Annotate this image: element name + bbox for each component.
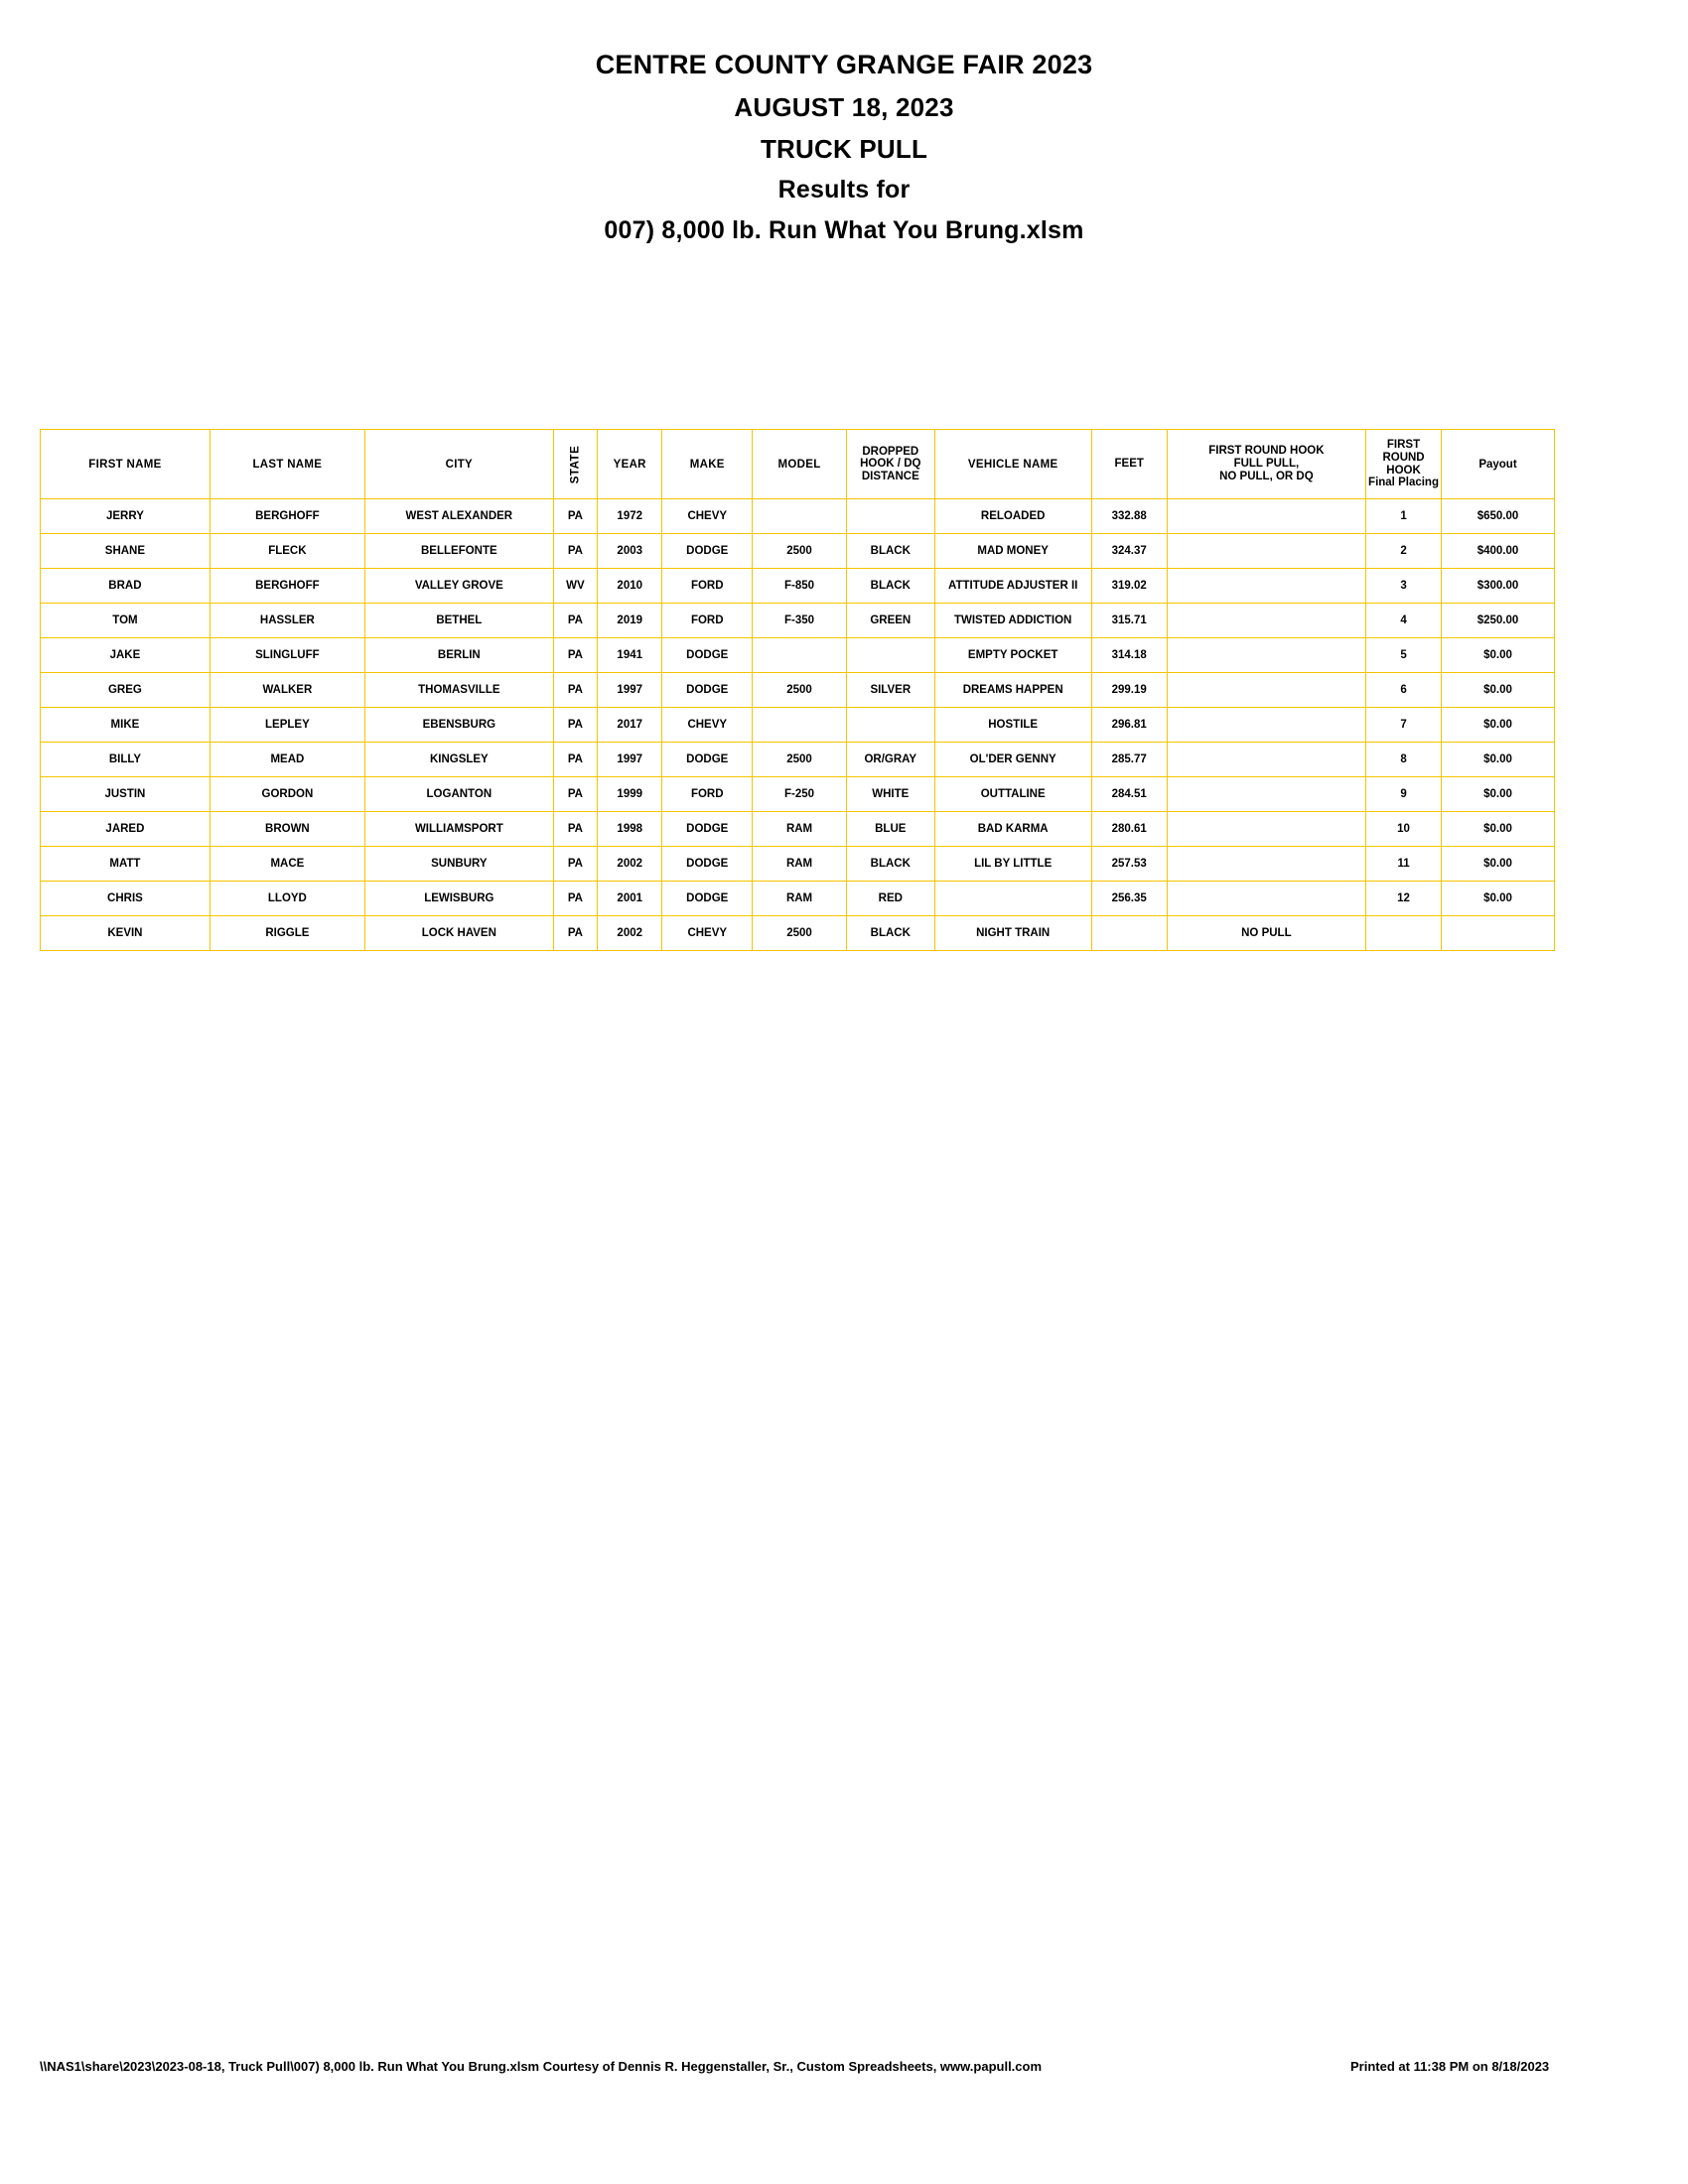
cell-first-round-hook bbox=[1167, 499, 1365, 534]
cell-make: DODGE bbox=[662, 638, 753, 673]
table-head bbox=[41, 430, 1555, 499]
cell-feet: 256.35 bbox=[1091, 882, 1167, 916]
cell-first-name: GREG bbox=[41, 673, 211, 708]
cell-vehicle-name: LIL BY LITTLE bbox=[934, 847, 1091, 882]
cell-first-round-hook bbox=[1167, 882, 1365, 916]
table-header-row bbox=[41, 430, 1555, 499]
cell-first-round-hook bbox=[1167, 812, 1365, 847]
cell-dropped-hook: OR/GRAY bbox=[847, 743, 935, 777]
cell-final-placing: 5 bbox=[1366, 638, 1442, 673]
cell-vehicle-name: EMPTY POCKET bbox=[934, 638, 1091, 673]
cell-city: LOGANTON bbox=[364, 777, 553, 812]
table-row bbox=[41, 569, 1555, 604]
cell-make: DODGE bbox=[662, 673, 753, 708]
cell-first-round-hook: NO PULL bbox=[1167, 916, 1365, 951]
cell-final-placing: 2 bbox=[1366, 534, 1442, 569]
placing-line-2: HOOK bbox=[1386, 464, 1421, 477]
cell-city: LEWISBURG bbox=[364, 882, 553, 916]
cell-first-round-hook bbox=[1167, 777, 1365, 812]
column-header-state-label: STATE bbox=[569, 445, 582, 483]
cell-model: F-350 bbox=[753, 604, 847, 638]
table-row bbox=[41, 708, 1555, 743]
cell-year: 1999 bbox=[598, 777, 662, 812]
cell-year: 2001 bbox=[598, 882, 662, 916]
cell-city: EBENSBURG bbox=[364, 708, 553, 743]
cell-payout: $300.00 bbox=[1441, 569, 1554, 604]
cell-payout: $0.00 bbox=[1441, 673, 1554, 708]
cell-vehicle-name: MAD MONEY bbox=[934, 534, 1091, 569]
cell-make: DODGE bbox=[662, 534, 753, 569]
column-header-city: CITY bbox=[364, 430, 553, 499]
table-row bbox=[41, 604, 1555, 638]
first-round-line-1: FIRST ROUND HOOK bbox=[1208, 444, 1325, 457]
cell-first-round-hook bbox=[1167, 534, 1365, 569]
cell-payout: $0.00 bbox=[1441, 638, 1554, 673]
cell-first-name: CHRIS bbox=[41, 882, 211, 916]
first-round-line-3: NO PULL, OR DQ bbox=[1219, 471, 1314, 483]
cell-vehicle-name: BAD KARMA bbox=[934, 812, 1091, 847]
cell-make: FORD bbox=[662, 777, 753, 812]
cell-first-round-hook bbox=[1167, 638, 1365, 673]
column-header-model: MODEL bbox=[753, 430, 847, 499]
cell-last-name: RIGGLE bbox=[210, 916, 364, 951]
table-row bbox=[41, 812, 1555, 847]
cell-model: F-250 bbox=[753, 777, 847, 812]
column-header-dropped-hook bbox=[847, 430, 935, 499]
cell-model: 2500 bbox=[753, 916, 847, 951]
cell-first-name: JAKE bbox=[41, 638, 211, 673]
cell-dropped-hook: RED bbox=[847, 882, 935, 916]
cell-model bbox=[753, 499, 847, 534]
cell-feet: 332.88 bbox=[1091, 499, 1167, 534]
cell-year: 1997 bbox=[598, 673, 662, 708]
table-row bbox=[41, 916, 1555, 951]
cell-last-name: SLINGLUFF bbox=[210, 638, 364, 673]
cell-state: PA bbox=[553, 847, 597, 882]
header-line-2: AUGUST 18, 2023 bbox=[734, 92, 954, 122]
first-round-line-2: FULL PULL, bbox=[1233, 457, 1300, 470]
cell-first-round-hook bbox=[1167, 673, 1365, 708]
cell-first-round-hook bbox=[1167, 569, 1365, 604]
table-row bbox=[41, 777, 1555, 812]
cell-vehicle-name bbox=[934, 882, 1091, 916]
cell-last-name: MEAD bbox=[210, 743, 364, 777]
cell-state: PA bbox=[553, 534, 597, 569]
cell-make: CHEVY bbox=[662, 708, 753, 743]
cell-first-round-hook bbox=[1167, 604, 1365, 638]
cell-make: CHEVY bbox=[662, 916, 753, 951]
cell-final-placing bbox=[1366, 916, 1442, 951]
cell-payout: $0.00 bbox=[1441, 847, 1554, 882]
cell-final-placing: 7 bbox=[1366, 708, 1442, 743]
cell-state: PA bbox=[553, 638, 597, 673]
cell-feet: 280.61 bbox=[1091, 812, 1167, 847]
cell-year: 2002 bbox=[598, 916, 662, 951]
dropped-line-3: DISTANCE bbox=[861, 470, 919, 482]
cell-vehicle-name: OUTTALINE bbox=[934, 777, 1091, 812]
dropped-line-1: DROPPED bbox=[862, 445, 919, 458]
cell-feet: 284.51 bbox=[1091, 777, 1167, 812]
cell-city: WILLIAMSPORT bbox=[364, 812, 553, 847]
cell-city: BETHEL bbox=[364, 604, 553, 638]
cell-vehicle-name: HOSTILE bbox=[934, 708, 1091, 743]
placing-line-1: FIRST ROUND bbox=[1382, 439, 1425, 464]
results-table bbox=[40, 429, 1555, 951]
cell-model: 2500 bbox=[753, 673, 847, 708]
cell-state: PA bbox=[553, 743, 597, 777]
cell-final-placing: 12 bbox=[1366, 882, 1442, 916]
cell-last-name: HASSLER bbox=[210, 604, 364, 638]
cell-feet bbox=[1091, 916, 1167, 951]
cell-year: 2017 bbox=[598, 708, 662, 743]
cell-first-round-hook bbox=[1167, 743, 1365, 777]
cell-feet: 296.81 bbox=[1091, 708, 1167, 743]
column-header-state bbox=[553, 430, 597, 499]
cell-dropped-hook bbox=[847, 499, 935, 534]
cell-final-placing: 10 bbox=[1366, 812, 1442, 847]
cell-make: DODGE bbox=[662, 847, 753, 882]
header-line-1: CENTRE COUNTY GRANGE FAIR 2023 bbox=[595, 50, 1093, 79]
cell-feet: 299.19 bbox=[1091, 673, 1167, 708]
cell-make: FORD bbox=[662, 604, 753, 638]
table-row bbox=[41, 673, 1555, 708]
cell-model bbox=[753, 708, 847, 743]
cell-model: RAM bbox=[753, 812, 847, 847]
cell-last-name: BERGHOFF bbox=[210, 569, 364, 604]
header-line-3: TRUCK PULL bbox=[760, 134, 928, 164]
cell-year: 1941 bbox=[598, 638, 662, 673]
cell-make: DODGE bbox=[662, 812, 753, 847]
cell-final-placing: 6 bbox=[1366, 673, 1442, 708]
cell-final-placing: 3 bbox=[1366, 569, 1442, 604]
cell-feet: 319.02 bbox=[1091, 569, 1167, 604]
cell-first-name: TOM bbox=[41, 604, 211, 638]
cell-state: WV bbox=[553, 569, 597, 604]
cell-dropped-hook: GREEN bbox=[847, 604, 935, 638]
cell-model: 2500 bbox=[753, 743, 847, 777]
cell-make: CHEVY bbox=[662, 499, 753, 534]
cell-last-name: BROWN bbox=[210, 812, 364, 847]
cell-state: PA bbox=[553, 499, 597, 534]
cell-payout: $0.00 bbox=[1441, 777, 1554, 812]
cell-make: DODGE bbox=[662, 743, 753, 777]
cell-year: 2002 bbox=[598, 847, 662, 882]
cell-first-name: KEVIN bbox=[41, 916, 211, 951]
cell-city: SUNBURY bbox=[364, 847, 553, 882]
cell-year: 1972 bbox=[598, 499, 662, 534]
cell-payout: $400.00 bbox=[1441, 534, 1554, 569]
table-row bbox=[41, 534, 1555, 569]
cell-state: PA bbox=[553, 673, 597, 708]
cell-first-round-hook bbox=[1167, 708, 1365, 743]
column-header-feet: FEET bbox=[1091, 430, 1167, 499]
cell-state: PA bbox=[553, 882, 597, 916]
cell-first-round-hook bbox=[1167, 847, 1365, 882]
cell-last-name: WALKER bbox=[210, 673, 364, 708]
cell-first-name: SHANE bbox=[41, 534, 211, 569]
cell-city: WEST ALEXANDER bbox=[364, 499, 553, 534]
footer-path: \\NAS1\share\2023\2023-08-18, Truck Pull\007) 8,000 lb. Run What You Brung.xlsm Courtesy of Dennis R. Heggenstaller, Sr., Custom Spreadsheets, www.papull.com bbox=[40, 2059, 1043, 2074]
cell-first-name: BILLY bbox=[41, 743, 211, 777]
cell-first-name: JUSTIN bbox=[41, 777, 211, 812]
column-header-final-placing bbox=[1366, 430, 1442, 499]
cell-state: PA bbox=[553, 916, 597, 951]
cell-vehicle-name: RELOADED bbox=[934, 499, 1091, 534]
cell-dropped-hook: BLUE bbox=[847, 812, 935, 847]
column-header-year: YEAR bbox=[598, 430, 662, 499]
cell-year: 2019 bbox=[598, 604, 662, 638]
cell-last-name: LLOYD bbox=[210, 882, 364, 916]
table-row bbox=[41, 638, 1555, 673]
column-header-make: MAKE bbox=[662, 430, 753, 499]
document-header bbox=[0, 0, 1688, 243]
cell-state: PA bbox=[553, 777, 597, 812]
cell-dropped-hook bbox=[847, 638, 935, 673]
cell-vehicle-name: DREAMS HAPPEN bbox=[934, 673, 1091, 708]
cell-dropped-hook: BLACK bbox=[847, 847, 935, 882]
cell-final-placing: 9 bbox=[1366, 777, 1442, 812]
cell-last-name: FLECK bbox=[210, 534, 364, 569]
results-table-wrapper bbox=[40, 429, 1555, 951]
dropped-line-2: HOOK / DQ bbox=[860, 458, 921, 471]
cell-payout: $0.00 bbox=[1441, 882, 1554, 916]
placing-line-3: Final Placing bbox=[1368, 477, 1439, 489]
cell-dropped-hook: BLACK bbox=[847, 569, 935, 604]
document-footer bbox=[40, 2057, 1648, 2077]
table-row bbox=[41, 882, 1555, 916]
column-header-last-name: LAST NAME bbox=[210, 430, 364, 499]
column-header-payout: Payout bbox=[1441, 430, 1554, 499]
cell-first-name: JARED bbox=[41, 812, 211, 847]
cell-state: PA bbox=[553, 604, 597, 638]
cell-city: THOMASVILLE bbox=[364, 673, 553, 708]
cell-final-placing: 4 bbox=[1366, 604, 1442, 638]
cell-final-placing: 8 bbox=[1366, 743, 1442, 777]
cell-vehicle-name: OL'DER GENNY bbox=[934, 743, 1091, 777]
cell-city: BERLIN bbox=[364, 638, 553, 673]
cell-state: PA bbox=[553, 812, 597, 847]
cell-dropped-hook: SILVER bbox=[847, 673, 935, 708]
cell-vehicle-name: TWISTED ADDICTION bbox=[934, 604, 1091, 638]
table-row bbox=[41, 847, 1555, 882]
cell-year: 2010 bbox=[598, 569, 662, 604]
cell-payout: $650.00 bbox=[1441, 499, 1554, 534]
cell-make: FORD bbox=[662, 569, 753, 604]
footer-printed: Printed at 11:38 PM on 8/18/2023 bbox=[1350, 2059, 1550, 2074]
cell-state: PA bbox=[553, 708, 597, 743]
column-header-first-round-hook bbox=[1167, 430, 1365, 499]
cell-city: LOCK HAVEN bbox=[364, 916, 553, 951]
cell-payout: $0.00 bbox=[1441, 812, 1554, 847]
cell-year: 1998 bbox=[598, 812, 662, 847]
cell-feet: 314.18 bbox=[1091, 638, 1167, 673]
cell-city: KINGSLEY bbox=[364, 743, 553, 777]
cell-first-name: JERRY bbox=[41, 499, 211, 534]
cell-feet: 285.77 bbox=[1091, 743, 1167, 777]
table-body bbox=[41, 499, 1555, 951]
cell-first-name: MATT bbox=[41, 847, 211, 882]
cell-make: DODGE bbox=[662, 882, 753, 916]
cell-city: BELLEFONTE bbox=[364, 534, 553, 569]
cell-first-name: BRAD bbox=[41, 569, 211, 604]
cell-payout: $250.00 bbox=[1441, 604, 1554, 638]
cell-final-placing: 1 bbox=[1366, 499, 1442, 534]
cell-model: RAM bbox=[753, 882, 847, 916]
header-line-4: Results for bbox=[777, 176, 911, 204]
cell-city: VALLEY GROVE bbox=[364, 569, 553, 604]
table-row bbox=[41, 743, 1555, 777]
cell-last-name: BERGHOFF bbox=[210, 499, 364, 534]
cell-feet: 257.53 bbox=[1091, 847, 1167, 882]
cell-year: 1997 bbox=[598, 743, 662, 777]
cell-final-placing: 11 bbox=[1366, 847, 1442, 882]
cell-dropped-hook: WHITE bbox=[847, 777, 935, 812]
table-row bbox=[41, 499, 1555, 534]
header-line-5: 007) 8,000 lb. Run What You Brung.xlsm bbox=[604, 216, 1084, 244]
cell-vehicle-name: ATTITUDE ADJUSTER II bbox=[934, 569, 1091, 604]
cell-vehicle-name: NIGHT TRAIN bbox=[934, 916, 1091, 951]
cell-first-name: MIKE bbox=[41, 708, 211, 743]
cell-feet: 315.71 bbox=[1091, 604, 1167, 638]
cell-dropped-hook: BLACK bbox=[847, 916, 935, 951]
cell-model: 2500 bbox=[753, 534, 847, 569]
column-header-first-name: FIRST NAME bbox=[41, 430, 211, 499]
cell-dropped-hook bbox=[847, 708, 935, 743]
cell-last-name: GORDON bbox=[210, 777, 364, 812]
cell-feet: 324.37 bbox=[1091, 534, 1167, 569]
cell-model: RAM bbox=[753, 847, 847, 882]
cell-dropped-hook: BLACK bbox=[847, 534, 935, 569]
cell-payout: $0.00 bbox=[1441, 743, 1554, 777]
cell-payout bbox=[1441, 916, 1554, 951]
cell-model: F-850 bbox=[753, 569, 847, 604]
cell-last-name: LEPLEY bbox=[210, 708, 364, 743]
cell-year: 2003 bbox=[598, 534, 662, 569]
cell-payout: $0.00 bbox=[1441, 708, 1554, 743]
column-header-vehicle-name: VEHICLE NAME bbox=[934, 430, 1091, 499]
cell-last-name: MACE bbox=[210, 847, 364, 882]
cell-model bbox=[753, 638, 847, 673]
